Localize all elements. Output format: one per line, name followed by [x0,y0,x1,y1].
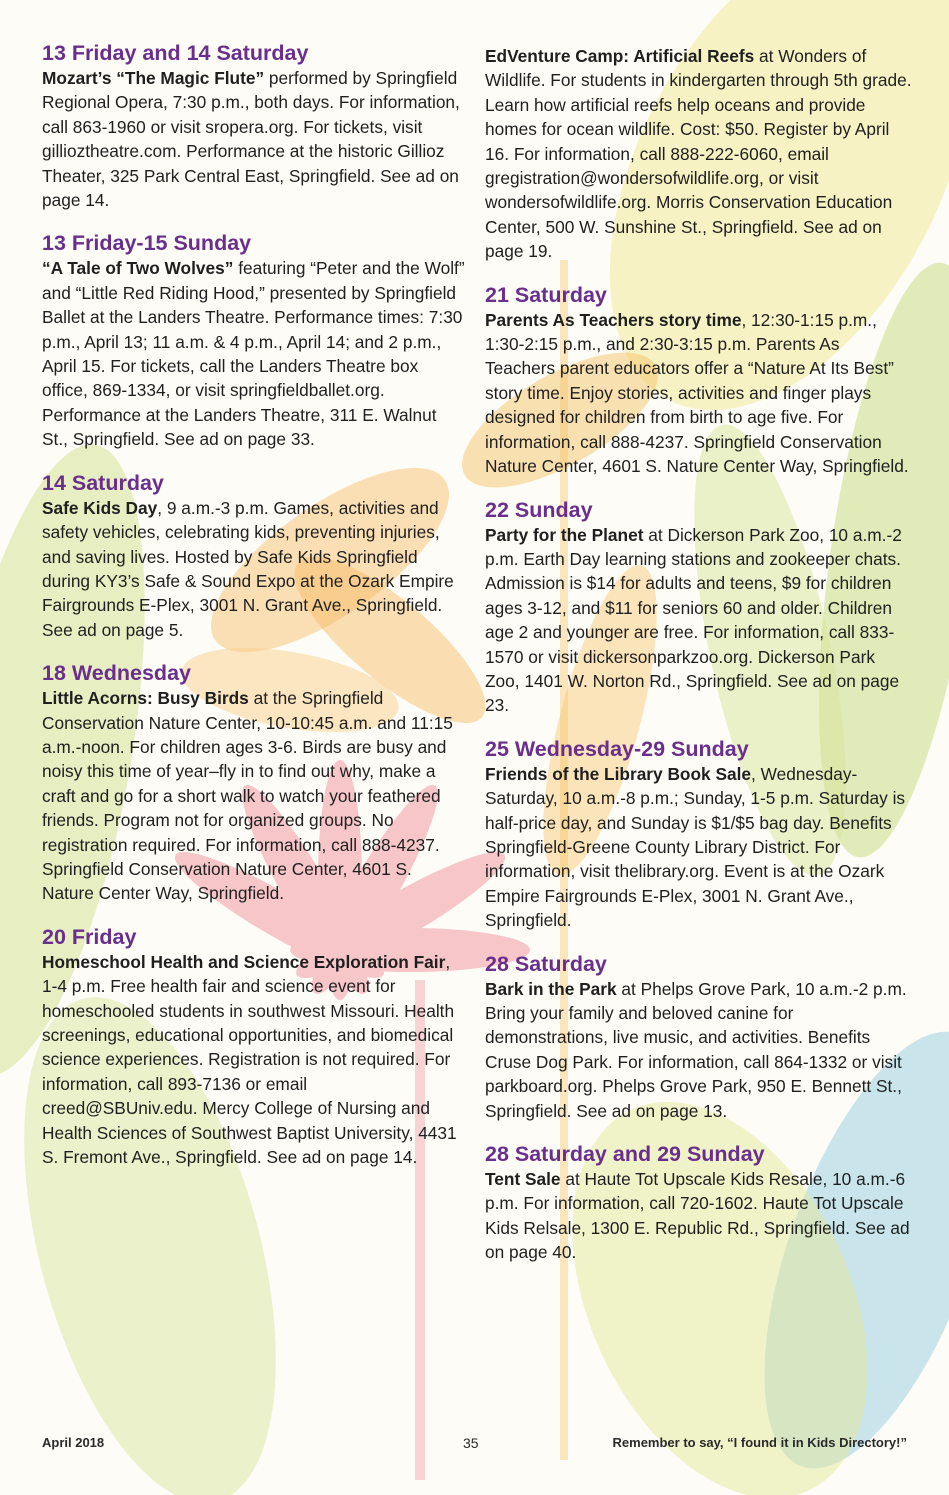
event-description [42,66,466,212]
footer-issue-date: April 2018 [42,1435,105,1450]
event-details: at Phelps Grove Park, 10 a.m.-2 p.m. Bring your family and beloved canine for demonstrations, live music, and activities. Benefits Cruse Dog Park. For information, call 864-1332 or visit parkboard.org. Phelps Grove Park, 950 E. Bennett St., Springfield. See ad on page 13. [485,978,907,1121]
event-date-heading: 20 Friday [42,924,137,949]
event-details: at Haute Tot Upscale Kids Resale, 10 a.m.-6 p.m. For information, call 720-1602. Haute Tot Upscale Kids Relsale, 1300 E. Republic Rd., Springfield. See ad on page 40. [485,1169,910,1263]
event-date-heading: 22 Sunday [485,497,593,522]
event-date-heading: 13 Friday-15 Sunday [42,231,252,256]
event-description [485,762,913,933]
event-title: Bark in the Park [485,978,617,999]
event-details: at Dickerson Park Zoo, 10 a.m.-2 p.m. Earth Day learning stations and zookeeper chats. Admission is $14 for adults and teens, $9 for children ages 3-12, and $11 for seniors 60 and older. Children age 2 and younger are free. For information, call 833-1570 or visit dickersonparkzoo.org. Dickerson Park Zoo, 1401 W. Norton Rd., Springfield. See ad on page 23. [485,524,902,716]
left-column [42,40,466,1187]
event-item [42,470,466,642]
event-details: performed by Springfield Regional Opera, 7:30 p.m., both days. For information, call 863-1960 or visit sropera.org. For tickets, visit gillioztheatre.com. Performance at the historic Gillioz Theater, 325 Park Central East, Springfield. See ad on page 14. [42,68,460,211]
event-details: at the Springfield Conservation Nature Center, 10-10:45 a.m. and 11:15 a.m.-noon. For children ages 3-6. Birds are busy and noisy this time of year–fly in to find out why, make a craft and go for a short walk to watch your feathered friends. Program not for organized groups. No registration required. For information, call 888-4237. Springfield Conservation Nature Center, 4601 S. Nature Center Way, Springfield. [42,688,453,904]
event-title: Little Acorns: Busy Birds [42,688,249,709]
event-title: Parents As Teachers story time [485,309,742,330]
event-details: , Wednesday- Saturday, 10 a.m.-8 p.m.; Sunday, 1-5 p.m. Saturday is half-price day, and Sunday is $1/$5 bag day. Benefits Springfield-Greene County Library District. For information, visit thelibrary.org. Event is at the Ozark Empire Fairgrounds E-Plex, 3001 N. Grant Ave., Springfield. [485,763,906,931]
event-date-heading: 28 Saturday [485,951,607,976]
event-date-heading: 25 Wednesday-29 Sunday [485,736,749,761]
event-date-heading: 18 Wednesday [42,661,191,686]
event-item [42,924,466,1170]
event-item [485,497,913,718]
event-title: Safe Kids Day [42,497,158,518]
event-title: Mozart’s “The Magic Flute” [42,68,265,88]
footer-page-number: 35 [463,1435,479,1451]
event-date-heading: 13 Friday and 14 Saturday [42,41,309,65]
event-details: at Wonders of Wildlife. For students in kindergarten through 5th grade. Learn how artificial reefs help oceans and provide homes for ocean wildlife. Cost: $50. Register by April 16. For information, call 888-222-6060, email gregistration@wondersofwildlife.org, or visit wondersofwildlife.org. Morris Conservation Education Center, 500 W. Sunshine St., Springfield. See ad on page 19. [485,46,912,262]
event-item [485,44,913,264]
event-item [485,282,913,479]
event-title: Friends of the Library Book Sale [485,763,751,784]
event-title: Homeschool Health and Science Exploration Fair [42,951,446,972]
event-date-heading: 14 Saturday [42,470,164,495]
event-description [42,950,466,1170]
event-item [42,230,466,451]
event-description [485,523,913,718]
event-title: EdVenture Camp: Artificial Reefs [485,46,755,66]
event-item [42,40,466,212]
event-details: , 9 a.m.-3 p.m. Games, activities and safety vehicles, celebrating kids, preventing injuries, and saving lives. Hosted by Safe Kids Springfield during KY3’s Safe & Sound Expo at the Ozark Empire Fairgrounds E-Plex, 3001 N. Grant Ave., Springfield. See ad on page 5. [42,497,454,640]
event-description [485,1167,913,1265]
right-column [485,44,913,1283]
event-details: , 1-4 p.m. Free health fair and science event for homeschooled students in southwest Missouri. Health screenings, educational opportunities, and biomedical science experiences. Registration is not required. For information, call 893-7136 or email creed@SBUniv.edu. Mercy College of Nursing and Health Sciences of Southwest Baptist University, 4431 S. Fremont Ave., Springfield. See ad on page 14. [42,951,457,1168]
event-title: Tent Sale [485,1169,561,1190]
event-item [485,1141,913,1265]
event-date-heading: 21 Saturday [485,282,607,307]
event-item [485,736,913,933]
event-description [485,977,913,1123]
event-description [485,44,913,264]
event-description [42,256,466,451]
event-title: Party for the Planet [485,524,644,545]
event-description [42,686,466,906]
event-item [485,951,913,1123]
event-details: , 12:30-1:15 p.m., 1:30-2:15 p.m., and 2:30-3:15 p.m. Parents As Teachers parent educators offer a “Nature At Its Best” story time. Enjoy stories, activities and finger plays designed for children from birth to age five. For information, call 888-4237. Springfield Conservation Nature Center, 4601 S. Nature Center Way, Springfield. [485,309,909,477]
event-details: featuring “Peter and the Wolf” and “Little Red Riding Hood,” presented by Springfield Ballet at the Landers Theatre. Performance times: 7:30 p.m., April 13; 11 a.m. & 4 p.m., April 14; and 2 p.m., April 15. For tickets, call the Landers Theatre box office, 869-1334, or visit springfieldballet.org. Performance at the Landers Theatre, 311 E. Walnut St., Springfield. See ad on page 33. [42,258,465,450]
footer-tagline: Remember to say, “I found it in Kids Directory!” [612,1435,907,1450]
event-description [42,496,466,642]
event-date-heading: 28 Saturday and 29 Sunday [485,1142,765,1167]
event-title: “A Tale of Two Wolves” [42,258,234,279]
event-item [42,660,466,906]
event-description [485,308,913,479]
